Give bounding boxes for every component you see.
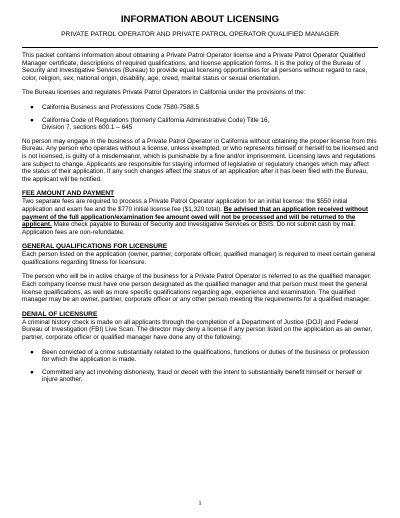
page-title: INFORMATION ABOUT LICENSING [120, 14, 280, 25]
list-item [30, 368, 378, 384]
intro-paragraph: This packet contains information about obtaining a Private Patrol Operator license and a Private Patrol Operator Qualified Manager certificate, descriptions of required qualifications, and license application forms. It is the policy of the Bureau of Security and Investigative Services (Bureau) to provide equal licensing opportunities for all persons without regard to race, color, religion, sex, national origin, disability, age, creed, marital status or sexual orientation. [22, 52, 368, 82]
page-number: 1 [198, 500, 202, 507]
list-item [30, 348, 378, 364]
bullet-icon: ● [30, 368, 34, 376]
document-page [22, 14, 378, 390]
list-item-text: California Code of Regulations (formerly California Administrative Code) Title 16, Division 7, sections 600.1 – 645 [42, 116, 270, 132]
provisions-list [22, 104, 378, 132]
header-divider [22, 47, 378, 48]
fees-heading: FEE AMOUNT AND PAYMENT [22, 190, 115, 198]
list-item-text: Committed any act involving dishonesty, fraud or deceit with the intent to substantially benefit himself or herself or injure another. [42, 368, 363, 384]
provisions-paragraph: The Bureau licenses and regulates Private Patrol Operators in California under the provisions of the: [22, 89, 306, 97]
fees-paragraph [22, 198, 378, 236]
fees-warning: Be advised that an application received without payment of the full application/examination fee amount owed will not be processed and will be returned to the applicant. [22, 205, 368, 229]
general-qualifications-heading: GENERAL QUALIFICATIONS FOR LICENSURE [22, 243, 168, 251]
denial-list [22, 349, 378, 384]
list-item-text: California Business and Professions Code 7580-7588.5 [42, 103, 200, 111]
denial-paragraph: A criminal history check is made on all applicants through the completion of a Department of Justice (DOJ) and Federal Bureau of Investigation (FBI) Live Scan. The director may deny a license if any person listed on the application as an owner, partner, corporate officer or qualified manager have done any of the following: [22, 318, 373, 342]
list-item [30, 103, 378, 112]
fees-payment-text: Make check payable to Bureau of Security and Investigative Services or BSIS. Do not submit cash by mail. Application fees are non-refundable. [22, 221, 356, 236]
bullet-icon: ● [30, 116, 34, 124]
page-subtitle: PRIVATE PATROL OPERATOR AND PRIVATE PATROL OPERATOR QUALIFIED MANAGER [61, 31, 339, 38]
bullet-icon: ● [30, 348, 34, 356]
fees-text: Two separate fees are required to process a Private Patrol Operator application for an initial license: the $550 initial application and exam fee and the $770 initial license fee ($1,320 total). [22, 198, 348, 213]
list-item [30, 116, 378, 132]
denial-heading: DENIAL OF LICENSURE [22, 310, 98, 318]
license-requirement-paragraph: No person may engage in the business of a Private Patrol Operator in California without obtaining the proper license from this Bureau. Any person who operates without a license, unless exempted, or who represents himself or herself to be licensed and is not licensed, is guilty of a misdemeanor, which is punishable by a fine and/or imprisonment. Licensing laws and regulations are subject to change. Applicants are responsible for staying informed of legislative or regulatory changes which may affect the status of their application. If any such changes affect the status of an application after it has been filed with the Bureau, the applicant will be notified. [22, 137, 378, 183]
general-qualifications-paragraph: Each person listed on the application (owner, partner, corporate officer, qualified manager) is required to meet certain general qualifications regarding fitness for licensure. [22, 251, 376, 266]
qualified-manager-paragraph: The person who will be in active charge of the business for a Private Patrol Operator is referred to as the qualified manager. Each company license must have one person designated as the qualified manager and that person must meet the general license qualifications, as well as more specific qualifications regarding age, experience and examination. The qualified manager may be an owner, partner, corporate officer or any other person meeting the requirements for a qualified manager. [22, 273, 372, 304]
bullet-icon: ● [30, 103, 34, 111]
list-item-text: Been convicted of a crime substantially related to the qualifications, functions or duties of the business or profession for which the application is made. [42, 348, 370, 364]
